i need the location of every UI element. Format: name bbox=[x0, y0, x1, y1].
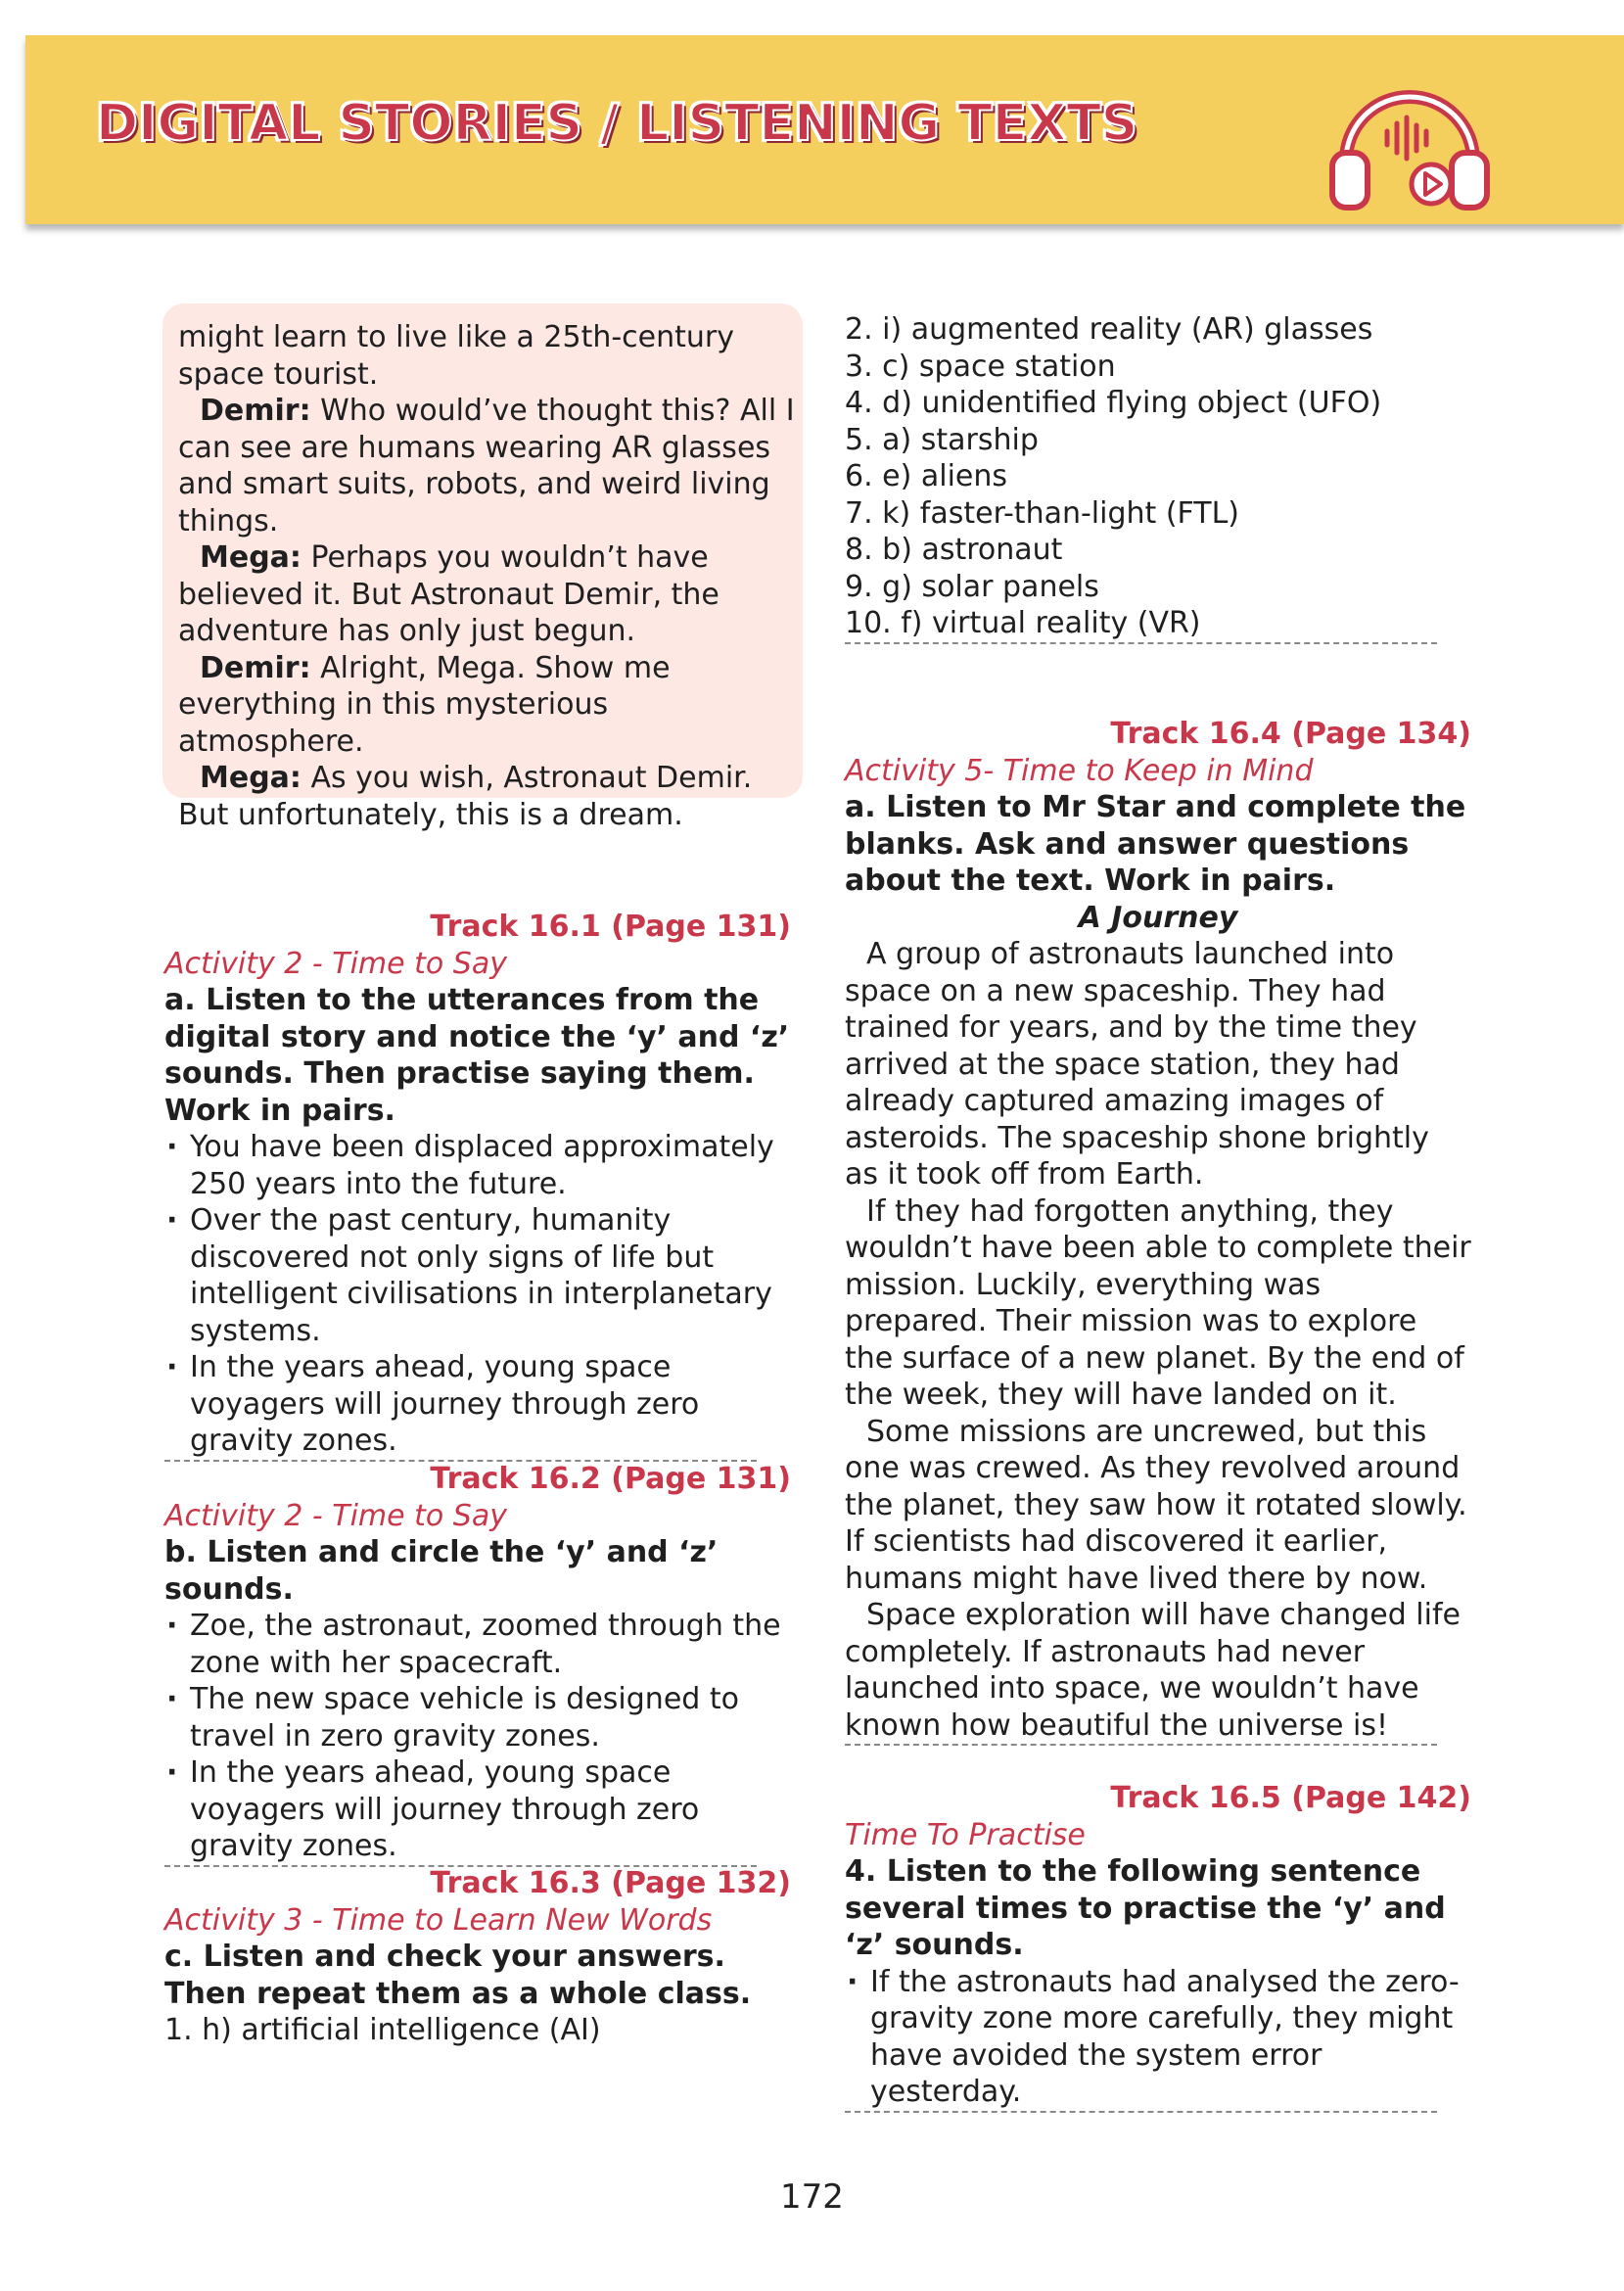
track-heading: Track 16.5 (Page 142) bbox=[1110, 1781, 1471, 1815]
track-heading: Track 16.3 (Page 132) bbox=[430, 1866, 791, 1900]
divider bbox=[845, 1744, 1437, 1746]
answer-item: 2. i) augmented reality (AR) glasses bbox=[845, 312, 1373, 347]
story-title: A Journey bbox=[1078, 900, 1238, 935]
instruction: a. Listen to Mr Star and complete the blanks. Ask and answer questions about the text. Work in pairs. bbox=[845, 790, 1466, 898]
instruction: 4. Listen to the following sentence several times to practise the ‘y’ and ‘z’ sounds. bbox=[845, 1854, 1446, 1962]
track-heading: Track 16.2 (Page 131) bbox=[430, 1462, 791, 1496]
activity-heading: Activity 5- Time to Keep in Mind bbox=[845, 753, 1314, 788]
story-intro: might learn to live like a 25th-century space tourist. bbox=[178, 320, 735, 392]
story-line: Demir: Alright, Mega. Show me everything in this mysterious atmosphere. bbox=[178, 650, 671, 759]
answer-item: 9. g) solar panels bbox=[845, 569, 1099, 604]
answer-item: 1. h) artificial intelligence (AI) bbox=[164, 2013, 601, 2047]
instruction: a. Listen to the utterances from the digital story and notice the ‘y’ and ‘z’ sounds. Then practise saying them. Work in pairs. bbox=[164, 983, 790, 1128]
track-16-2-section bbox=[164, 1461, 791, 1867]
answers-continued bbox=[845, 311, 1471, 644]
track-16-3-section bbox=[164, 1865, 791, 2049]
divider bbox=[845, 642, 1437, 644]
answer-item: 10. f) virtual reality (VR) bbox=[845, 606, 1201, 640]
story-line: Mega: As you wish, Astronaut Demir. But unfortunately, this is a dream. bbox=[178, 761, 753, 832]
track-16-4-section bbox=[845, 716, 1471, 1746]
story-line: Demir: Who would’ve thought this? All I can see are humans wearing AR glasses and smart suits, robots, and weird living things. bbox=[178, 394, 795, 538]
track-16-5-section bbox=[845, 1780, 1471, 2113]
answer-item: 4. d) unidentified flying object (UFO) bbox=[845, 386, 1382, 420]
track-heading: Track 16.4 (Page 134) bbox=[1110, 717, 1471, 751]
list-item: · Zoe, the astronaut, zoomed through the zone with her spacecraft. bbox=[164, 1608, 791, 1681]
activity-heading: Activity 3 - Time to Learn New Words bbox=[164, 1902, 713, 1938]
paragraph: A group of astronauts launched into space on a new spaceship. They had trained for years, and by the time they arrived at the space station, they had already captured amazing images of asteroids. The spaceship shone brightly as it took off from Earth. bbox=[845, 937, 1429, 1192]
answer-item: 6. e) aliens bbox=[845, 459, 1008, 493]
divider bbox=[845, 2111, 1437, 2113]
story-text bbox=[178, 319, 795, 833]
activity-heading: Time To Practise bbox=[845, 1817, 1086, 1852]
page-title: DIGITAL STORIES / LISTENING TEXTS bbox=[96, 94, 1138, 153]
activity-heading: Activity 2 - Time to Say bbox=[164, 1498, 507, 1533]
activity-heading: Activity 2 - Time to Say bbox=[164, 946, 507, 981]
answer-item: 8. b) astronaut bbox=[845, 533, 1063, 567]
paragraph: Space exploration will have changed life completely. If astronauts had never launched into space, we wouldn’t have known how beautiful the universe is! bbox=[845, 1598, 1461, 1743]
list-item: · You have been displaced approximately 250 years into the future. bbox=[164, 1129, 791, 1202]
headphones-play-icon bbox=[1326, 63, 1493, 229]
instruction: b. Listen and circle the ‘y’ and ‘z’ sounds. bbox=[164, 1535, 719, 1607]
paragraph: Some missions are uncrewed, but this one was crewed. As they revolved around the planet, they saw how it rotated slowly. If scientists had discovered it earlier, humans might have lived there by now. bbox=[845, 1414, 1467, 1596]
answer-item: 3. c) space station bbox=[845, 349, 1116, 384]
instruction: c. Listen and check your answers. Then repeat them as a whole class. bbox=[164, 1940, 752, 2011]
paragraph: If they had forgotten anything, they wouldn’t have been able to complete their mission. Luckily, everything was prepared. Their mission was to explore the surface of a new planet. By the end of the week, they will have landed on it. bbox=[845, 1193, 1471, 1412]
story-line: Mega: Perhaps you wouldn’t have believed it. But Astronaut Demir, the adventure has only just begun. bbox=[178, 540, 719, 648]
list-item: · If the astronauts had analysed the zero-gravity zone more carefully, they might have avoided the system error yesterday. bbox=[845, 1964, 1471, 2111]
track-16-1-section bbox=[164, 909, 791, 1462]
list-item: · Over the past century, humanity discovered not only signs of life but intelligent civilisations in interplanetary systems. bbox=[164, 1202, 791, 1349]
page-number: 172 bbox=[780, 2177, 844, 2217]
answer-item: 5. a) starship bbox=[845, 422, 1039, 457]
list-item: · The new space vehicle is designed to travel in zero gravity zones. bbox=[164, 1681, 791, 1754]
list-item: · In the years ahead, young space voyagers will journey through zero gravity zones. bbox=[164, 1754, 791, 1865]
answer-item: 7. k) faster-than-light (FTL) bbox=[845, 495, 1240, 531]
list-item: · In the years ahead, young space voyagers will journey through zero gravity zones. bbox=[164, 1349, 791, 1460]
track-heading: Track 16.1 (Page 131) bbox=[430, 910, 791, 944]
